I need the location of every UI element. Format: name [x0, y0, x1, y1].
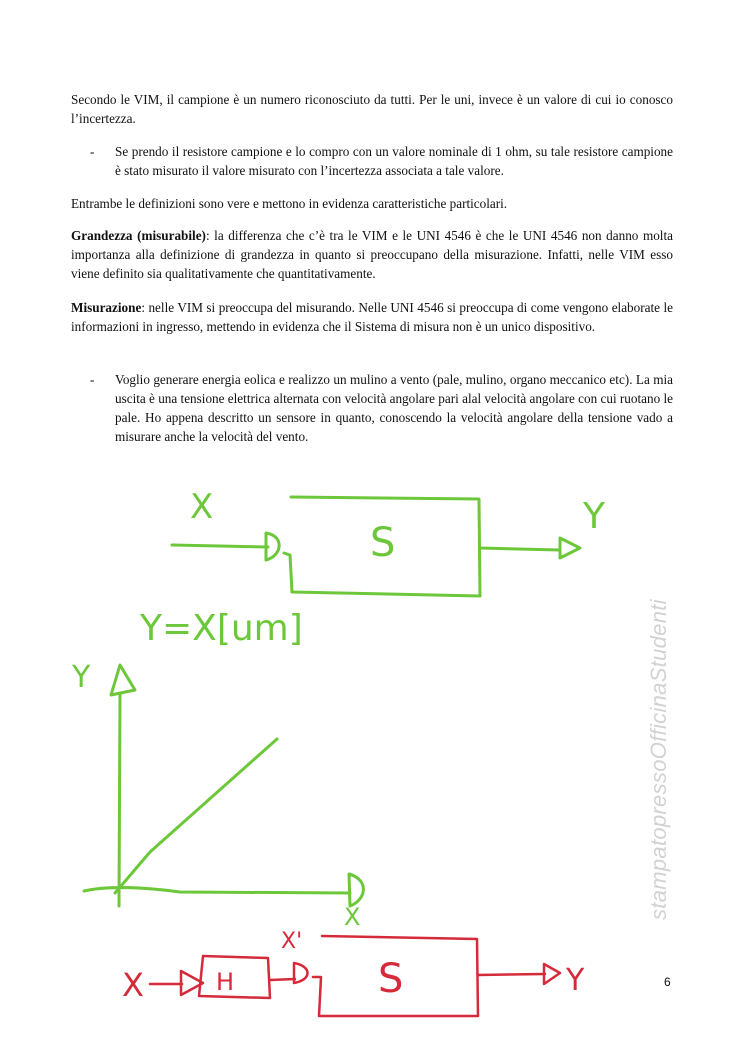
green-x-axis — [84, 888, 350, 893]
red-block-diagram — [150, 936, 560, 1016]
paragraph-campione-text: Secondo le VIM, il campione è un numero riconosciuto da tutti. Per le uni, invece è un valore di cui io conosco l’incertezza. — [71, 92, 673, 126]
green-input-arrow-line — [172, 545, 268, 547]
green-output-label: Y — [583, 496, 605, 537]
green-y-axis — [119, 695, 120, 906]
red-middle-arrowhead — [294, 963, 308, 983]
green-y-arrowhead — [111, 665, 135, 695]
bullet-eolico-text: Voglio generare energia eolica e realizzo un mulino a vento (pale, mulino, organo meccanico etc). La mia uscita è una tensione elettrica alternata con velocità angolare pari alal velocità angolare con cui ruotano le pale. Ho appena descritto un sensore in quanto, conoscendo la velocità angolare della tensione vado a misurare anche la velocità del vento. — [115, 372, 674, 444]
red-middle-line — [270, 979, 295, 980]
green-formula: Y=X[um] — [140, 608, 303, 649]
red-output-line — [478, 974, 545, 975]
paragraph-misurazione-text: : nelle VIM si preoccupa del misurando. Nelle UNI 4546 si preoccupa di come vengono elaborate le informazioni in ingresso, mettendo in evidenza che il Sistema di misura non è un unico dispositivo. — [71, 300, 673, 334]
green-x-axis-label: X — [344, 903, 361, 931]
bullet-marker: - — [90, 144, 95, 159]
red-h-block-box — [199, 956, 270, 998]
paragraph-definizioni-text: Entrambe le definizioni sono vere e mettono in evidenza caratteristiche particolari. — [71, 196, 508, 211]
green-linear-curve — [115, 739, 277, 893]
green-labels — [71, 487, 606, 931]
green-graph — [84, 665, 363, 906]
red-intermediate-label: X' — [281, 929, 303, 954]
green-block-label: S — [370, 520, 396, 566]
green-y-axis-label: Y — [72, 660, 91, 695]
paragraph-grandezza-text: : la differenza che c’è tra le VIM e le UNI 4546 è che le UNI 4546 non danno molta importanza alla definizione di grandezza in quanto si preoccupano della misurazione. Infatti, nelle VIM esso viene definito sia qualitativamente che quantitativamente. — [71, 228, 673, 281]
green-input-label: X — [190, 487, 214, 527]
bullet-resistore-text: Se prendo il resistore campione e lo compro con un valore nominale di 1 ohm, su tale resistore campione è stato misurato il valore misurato con l’incertezza associata a tale valore. — [115, 144, 673, 178]
green-output-arrow-line — [480, 548, 560, 550]
red-labels — [122, 929, 585, 1004]
red-s-label: S — [378, 956, 404, 1002]
green-x-arrowhead — [349, 874, 363, 906]
page-number: 6 — [664, 975, 671, 989]
red-h-label: H — [216, 968, 235, 996]
red-output-label: Y — [566, 963, 585, 998]
term-misurazione: Misurazione — [71, 300, 142, 315]
bullet-marker: - — [90, 372, 95, 387]
green-output-arrowhead — [560, 538, 580, 558]
red-output-arrowhead — [544, 964, 560, 984]
red-input-label: X — [122, 966, 144, 1004]
watermark: stampatopressoOfficinaStudenti — [646, 599, 671, 920]
term-grandezza: Grandezza (misurabile) — [71, 228, 206, 243]
